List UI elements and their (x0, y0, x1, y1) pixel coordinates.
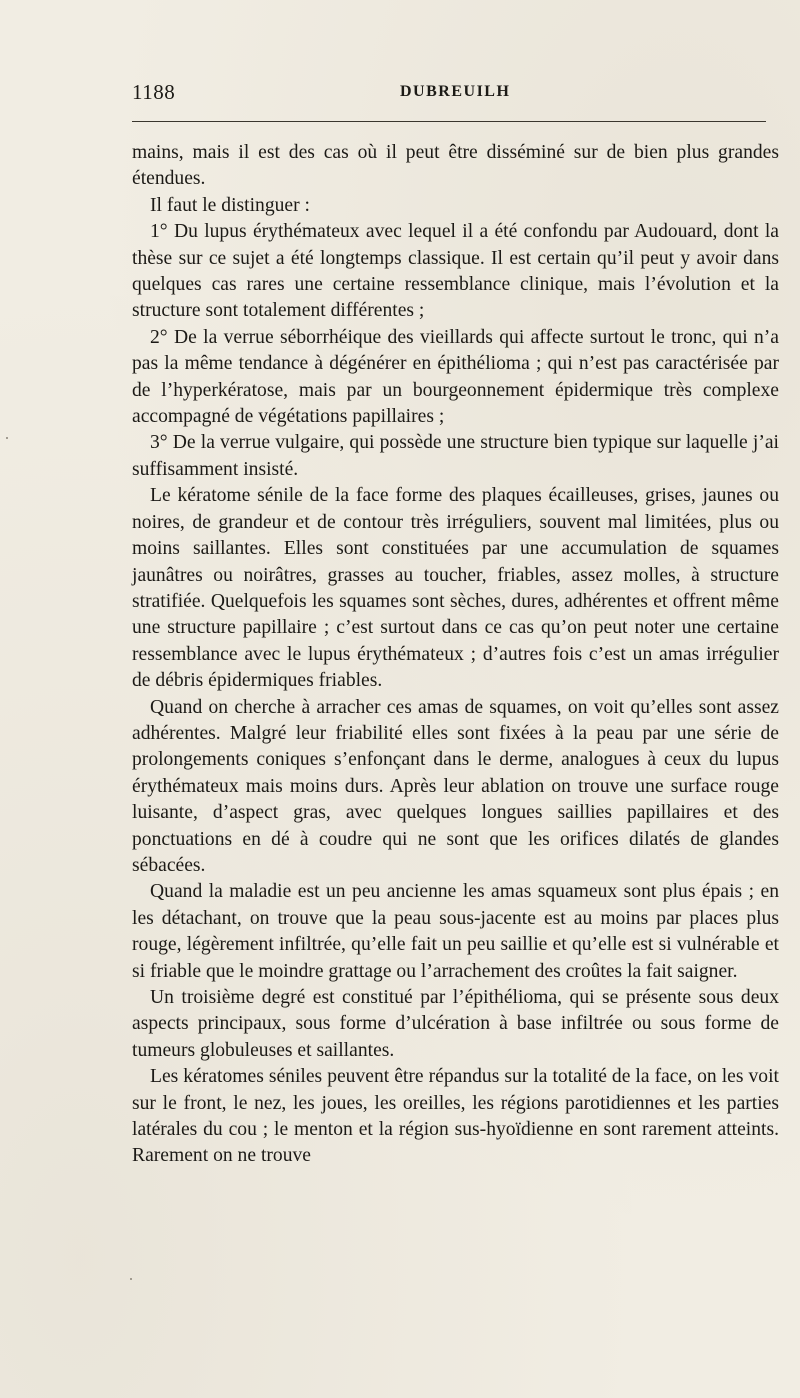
paragraph-keratome: Le kératome sénile de la face forme des plaques écailleuses, grises, jaunes ou noires, de grandeur et de contour très irréguliers, souvent mal limitées, plus ou moins saillantes. Elles sont constituées par une accumulation de squames jaunâtres ou noirâtres, grasses au toucher, friables, assez molles, à structure stratifiée. Quelquefois les squames sont sèches, dures, adhérentes et offrent même une structure papillaire ; c’est surtout dans ce cas qu’on peut noter une certaine ressemblance avec le lupus érythémateux ; d’autres fois c’est un amas irrégulier de débris épidermiques friables. (132, 485, 779, 692)
paper-speck (6, 437, 8, 439)
paragraph-verrue-seborrheique: 2° De la verrue séborrhéique des vieillards qui affecte surtout le tronc, qui n’a pas la même tendance à dégénérer en épithélioma ; qui n’est pas caractérisée par de l’hyperkératose, mais par un bourgeonnement épidermique très complexe accompagné de végétations papillaires ; (132, 326, 779, 428)
header-rule (132, 121, 766, 122)
body-text (132, 140, 779, 1170)
paragraph-troisieme-degre: Un troisième degré est constitué par l’épithélioma, qui se présente sous deux aspects principaux, sous forme d’ulcération à base infiltrée ou sous forme de tumeurs globuleuses et saillantes. (132, 987, 779, 1061)
running-head: DUBREUILH (400, 83, 511, 100)
paragraph-squames: Quand on cherche à arracher ces amas de squames, on voit qu’elles sont assez adhérentes. Malgré leur friabilité elles sont fixées à la peau par une série de prolongements coniques s’enfonçant dans le derme, analogues à ceux du lupus érythémateux mais moins durs. Après leur ablation on trouve une surface rouge luisante, d’aspect gras, avec quelques longues saillies papillaires et des ponctuations en dé à coudre qui ne sont que les orifices dilatés de glandes sébacées. (132, 696, 779, 876)
paragraph-verrue-vulgaire: 3° De la verrue vulgaire, qui possède une structure bien typique sur laquelle j’ai suffisamment insisté. (132, 432, 779, 480)
paragraph-lupus: 1° Du lupus érythémateux avec lequel il a été confondu par Audouard, dont la thèse sur ce sujet a été longtemps classique. Il est certain qu’il peut y avoir dans quelques cas rares une certaine ressemblance clinique, mais l’évolution et la structure sont totalement différentes ; (132, 221, 779, 322)
paper-speck (130, 1278, 132, 1280)
page-header (132, 80, 766, 110)
paragraph-distinguish: Il faut le distinguer : (150, 194, 310, 216)
paragraph-ancienne: Quand la maladie est un peu ancienne les amas squameux sont plus épais ; en les détachant, on trouve que la peau sous-jacente est au moins par places plus rouge, légèrement infiltrée, qu’elle fait un peu saillie et qu’elle est si vulnérable et si friable que le moindre grattage ou l’arrachement des croûtes la fait saigner. (132, 881, 779, 982)
paragraph-repartition: Les kératomes séniles peuvent être répandus sur la totalité de la face, on les voit sur le front, le nez, les joues, les oreilles, les régions parotidiennes et les parties latérales du cou ; le menton et la région sus-hyoïdienne en sont rarement atteints. Rarement on ne trouve (132, 1066, 779, 1167)
page-number: 1188 (132, 80, 176, 104)
paragraph-continuation: mains, mais il est des cas où il peut être disséminé sur de bien plus grandes étendues. (132, 142, 779, 190)
